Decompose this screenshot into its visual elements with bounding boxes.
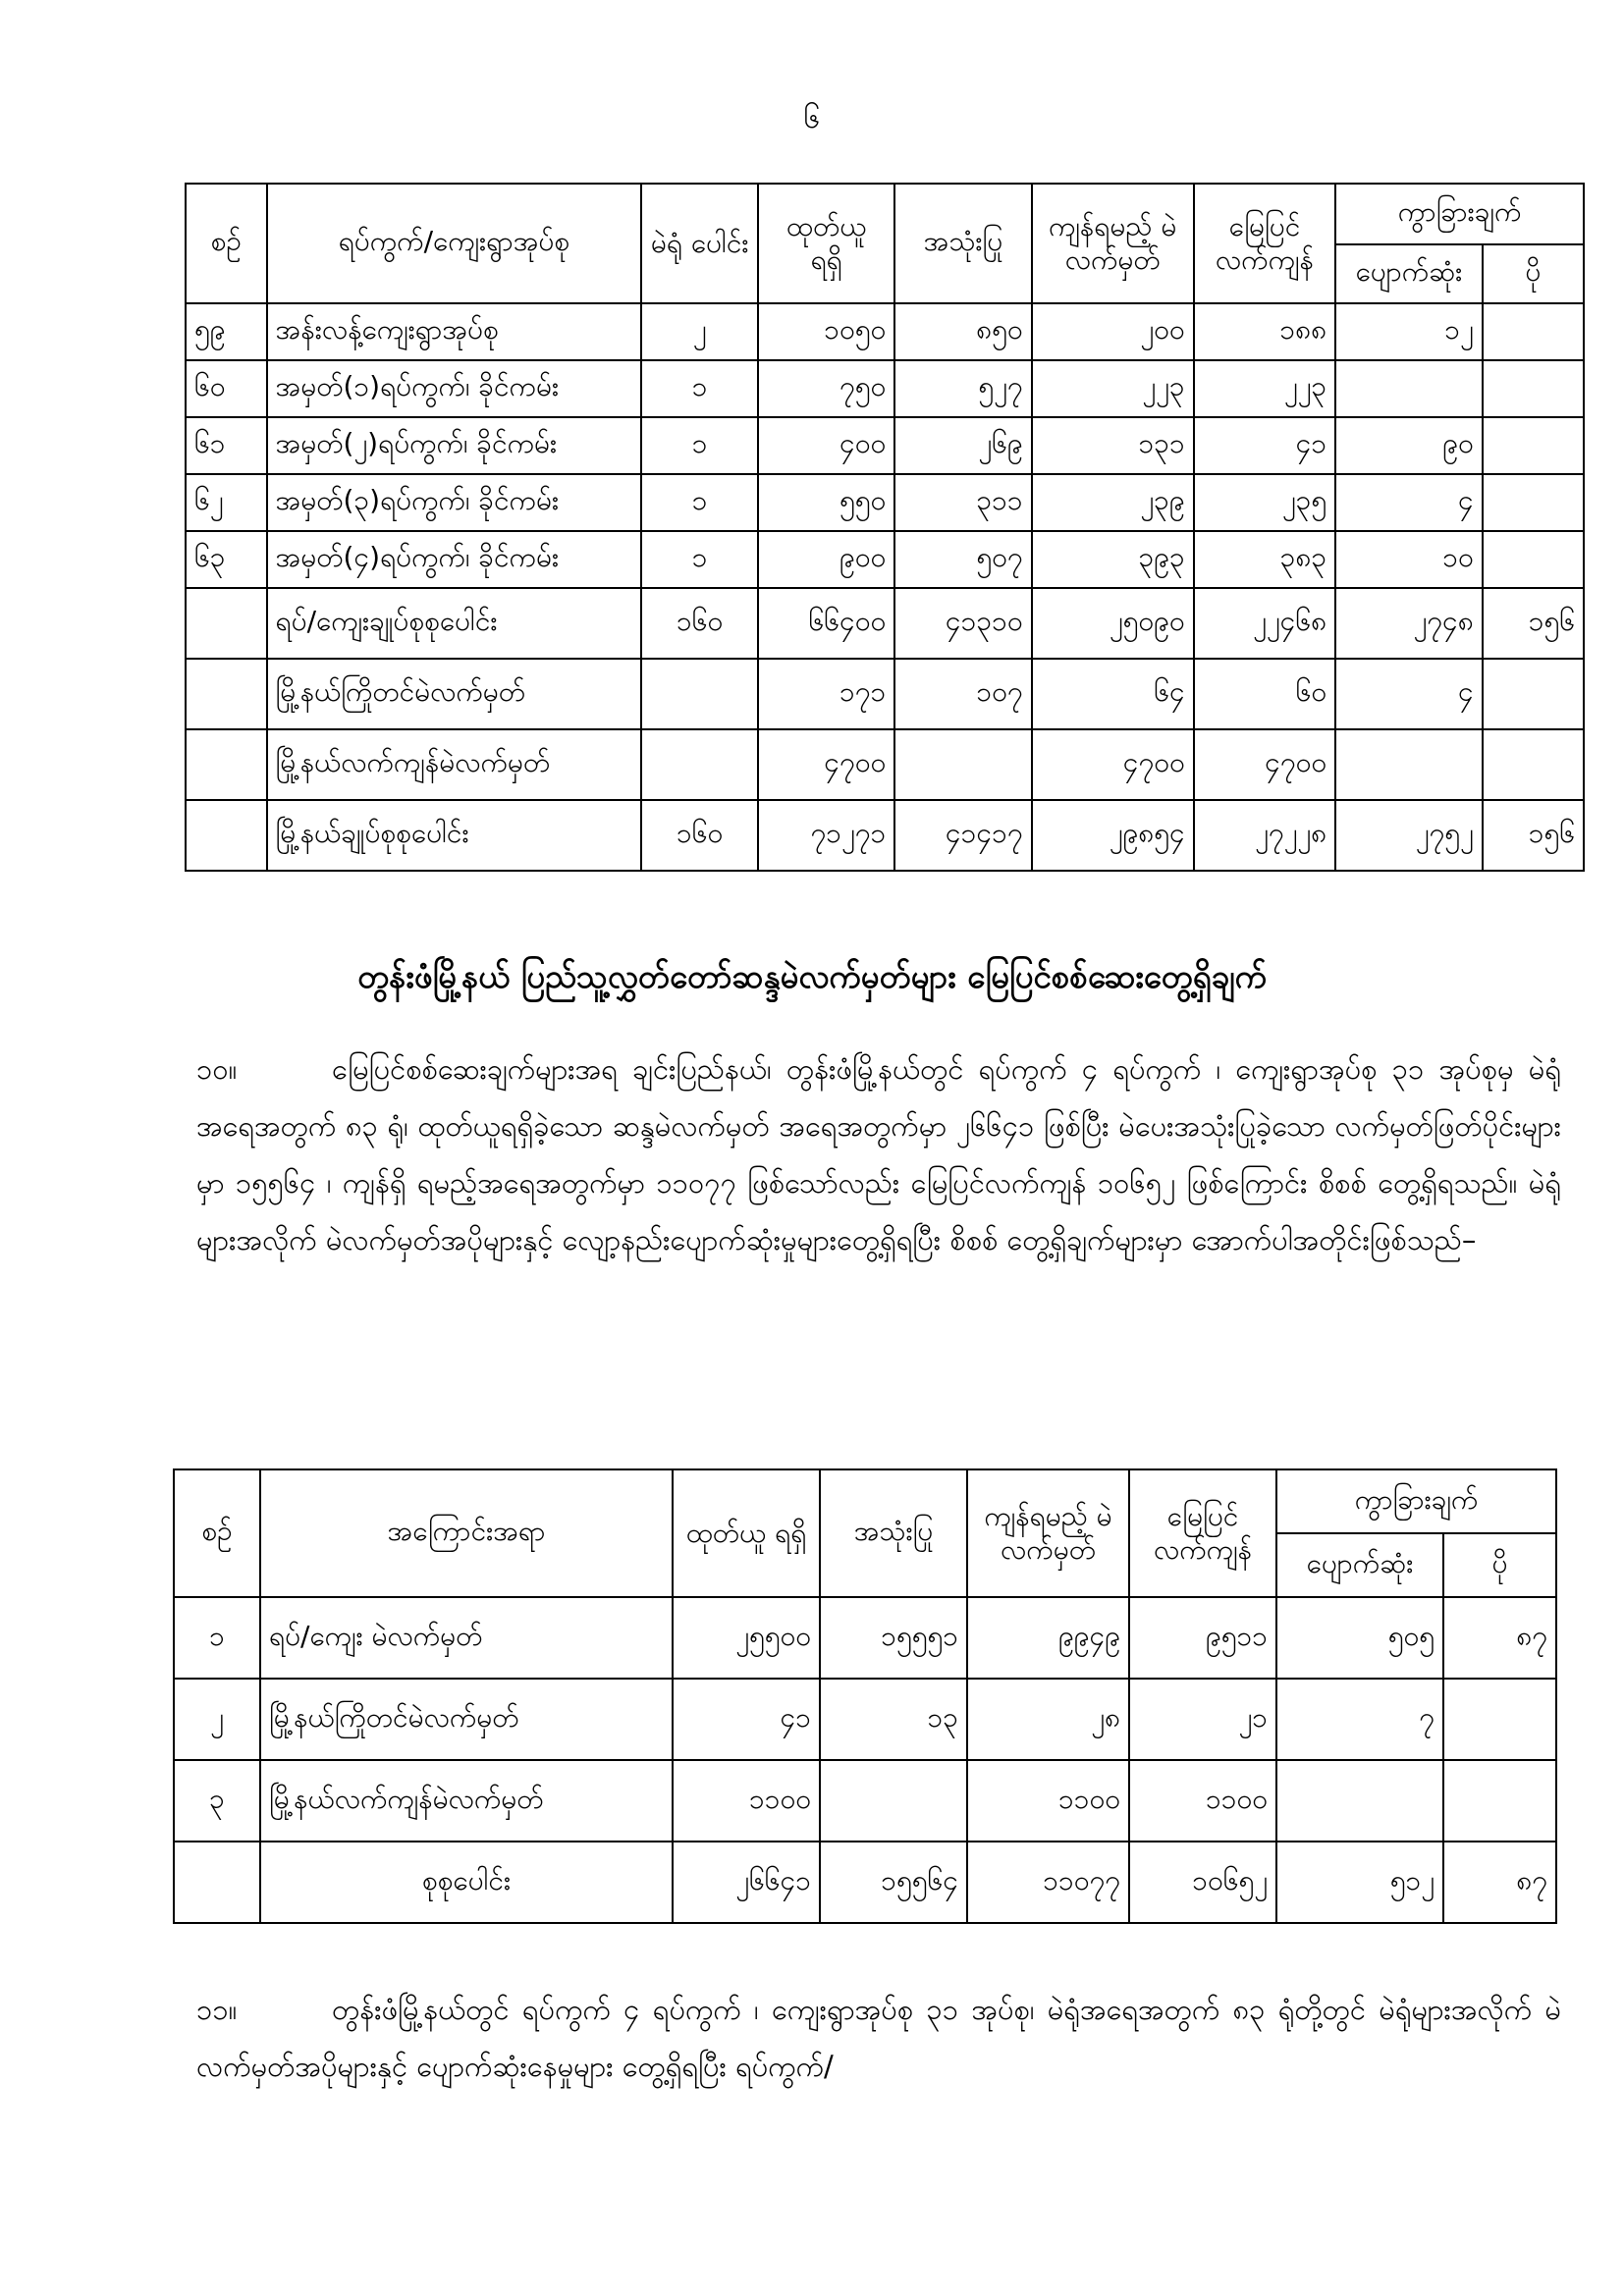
- cell-remaining: ၂၉၈၅၄: [1032, 800, 1194, 871]
- cell-actual: ၂၂၃: [1194, 360, 1335, 417]
- cell-name: ရပ်/ကျေးချုပ်စုစုပေါင်း: [267, 588, 642, 659]
- table-row: [186, 474, 1584, 531]
- cell-station: ၁၆၀: [641, 800, 758, 871]
- cell-excess: [1483, 303, 1584, 360]
- cell-name: အမှတ်(၄)ရပ်ကွက်၊ ခိုင်ကမ်း: [267, 531, 642, 588]
- cell-actual: ၆၀: [1194, 659, 1335, 729]
- cell-name: အမှတ်(၂)ရပ်ကွက်၊ ခိုင်ကမ်း: [267, 417, 642, 474]
- cell-remaining: ၄၇၀၀: [1032, 729, 1194, 800]
- cell-lost: ၁၂: [1335, 303, 1483, 360]
- cell-actual: ၄၇၀၀: [1194, 729, 1335, 800]
- cell-subject: စုစုပေါင်း: [260, 1842, 673, 1923]
- township-ballot-table: [185, 183, 1585, 872]
- cell-name: မြို့နယ်ကြိုတင်မဲလက်မှတ်: [267, 659, 642, 729]
- cell-remaining: ၂၂၃: [1032, 360, 1194, 417]
- cell-actual: ၂၃၅: [1194, 474, 1335, 531]
- cell-lost: ၉၀: [1335, 417, 1483, 474]
- cell-no: ၆၃: [186, 531, 267, 588]
- cell-received: ၉၀၀: [758, 531, 894, 588]
- cell-no: ၆၀: [186, 360, 267, 417]
- cell-no: ၂: [174, 1679, 260, 1760]
- header-diff: ကွာခြားချက်: [1276, 1469, 1556, 1533]
- cell-excess: ၈၇: [1443, 1842, 1556, 1923]
- cell-used: ၅၂၇: [894, 360, 1031, 417]
- cell-no: ၆၂: [186, 474, 267, 531]
- cell-excess: ၁၅၆: [1483, 588, 1584, 659]
- cell-actual: ၄၁: [1194, 417, 1335, 474]
- cell-excess: [1483, 531, 1584, 588]
- cell-actual: ၃၈၃: [1194, 531, 1335, 588]
- cell-name: အမှတ်(၃)ရပ်ကွက်၊ ခိုင်ကမ်း: [267, 474, 642, 531]
- header-actual: မြေပြင် လက်ကျန်: [1194, 184, 1335, 303]
- cell-lost: ၄: [1335, 474, 1483, 531]
- header-lost: ပျောက်ဆုံး: [1276, 1533, 1443, 1597]
- cell-lost: ၁၀: [1335, 531, 1483, 588]
- cell-used: ၁၀၇: [894, 659, 1031, 729]
- header-used: အသုံးပြု: [820, 1469, 967, 1597]
- cell-lost: [1335, 729, 1483, 800]
- cell-used: ၁၅၅၆၄: [820, 1842, 967, 1923]
- table-row: [174, 1597, 1556, 1679]
- grand-total-row: [186, 800, 1584, 871]
- cell-received: ၄၇၀၀: [758, 729, 894, 800]
- cell-excess: [1483, 729, 1584, 800]
- cell-excess: [1443, 1760, 1556, 1842]
- cell-station: [641, 729, 758, 800]
- cell-lost: ၇: [1276, 1679, 1443, 1760]
- cell-station: [641, 659, 758, 729]
- table-row: [174, 1679, 1556, 1760]
- cell-used: [894, 729, 1031, 800]
- cell-remaining: ၆၄: [1032, 659, 1194, 729]
- header-subject: အကြောင်းအရာ: [260, 1469, 673, 1597]
- cell-station: ၁: [641, 417, 758, 474]
- cell-remaining: ၉၉၄၉: [967, 1597, 1129, 1679]
- cell-actual: ၁၁၀၀: [1129, 1760, 1276, 1842]
- page-number: ၆: [803, 101, 821, 135]
- cell-station: ၂: [641, 303, 758, 360]
- cell-station: ၁: [641, 360, 758, 417]
- cell-remaining: ၁၃၁: [1032, 417, 1194, 474]
- cell-lost: ၅၁၂: [1276, 1842, 1443, 1923]
- cell-excess: [1483, 360, 1584, 417]
- cell-excess: [1483, 417, 1584, 474]
- cell-no: ၅၉: [186, 303, 267, 360]
- summary-ballot-table: [173, 1468, 1557, 1924]
- cell-used: ၄၁၄၁၇: [894, 800, 1031, 871]
- cell-excess: ၈၇: [1443, 1597, 1556, 1679]
- cell-received: ၁၇၁: [758, 659, 894, 729]
- cell-no: [186, 800, 267, 871]
- cell-name: အန်းလန့်ကျေးရွာအုပ်စု: [267, 303, 642, 360]
- cell-excess: [1483, 474, 1584, 531]
- cell-lost: ၄: [1335, 659, 1483, 729]
- cell-received: ၆၆၄၀၀: [758, 588, 894, 659]
- cell-actual: ၂၂၄၆၈: [1194, 588, 1335, 659]
- cell-lost: ၅၀၅: [1276, 1597, 1443, 1679]
- cell-remaining: ၁၁၀၇၇: [967, 1842, 1129, 1923]
- cell-received: ၂၆၆၄၁: [673, 1842, 820, 1923]
- cell-used: ၁၃: [820, 1679, 967, 1760]
- cell-used: [820, 1760, 967, 1842]
- table-row: [186, 360, 1584, 417]
- cell-lost: ၂၇၄၈: [1335, 588, 1483, 659]
- cell-excess: ၁၅၆: [1483, 800, 1584, 871]
- cell-lost: ၂၇၅၂: [1335, 800, 1483, 871]
- cell-used: ၂၆၉: [894, 417, 1031, 474]
- header-remaining: ကျန်ရမည့် မဲလက်မှတ်: [967, 1469, 1129, 1597]
- remaining-stock-row: [186, 729, 1584, 800]
- cell-actual: ၁၈၈: [1194, 303, 1335, 360]
- cell-remaining: ၂၈: [967, 1679, 1129, 1760]
- cell-excess: [1483, 659, 1584, 729]
- header-diff: ကွာခြားချက်: [1335, 184, 1584, 244]
- cell-received: ၄၀၀: [758, 417, 894, 474]
- cell-subject: ရပ်/ကျေး မဲလက်မှတ်: [260, 1597, 673, 1679]
- paragraph-number: ၁၀။: [196, 1052, 238, 1086]
- cell-subject: မြို့နယ်ကြိုတင်မဲလက်မှတ်: [260, 1679, 673, 1760]
- cell-received: ၁၀၅၀: [758, 303, 894, 360]
- paragraph-number: ၁၁။: [196, 1993, 238, 2026]
- cell-station: ၁: [641, 531, 758, 588]
- cell-used: ၁၅၅၅၁: [820, 1597, 967, 1679]
- cell-used: ၄၁၃၁၀: [894, 588, 1031, 659]
- header-used: အသုံးပြု: [894, 184, 1031, 303]
- cell-remaining: ၂၀၀: [1032, 303, 1194, 360]
- cell-no: ၆၁: [186, 417, 267, 474]
- cell-remaining: ၂၃၉: [1032, 474, 1194, 531]
- paragraph-11: [196, 1981, 1561, 2095]
- cell-lost: [1276, 1760, 1443, 1842]
- header-excess: ပို: [1443, 1533, 1556, 1597]
- cell-no: ၃: [174, 1760, 260, 1842]
- cell-no: [186, 729, 267, 800]
- cell-used: ၃၁၁: [894, 474, 1031, 531]
- cell-excess: [1443, 1679, 1556, 1760]
- table-row: [174, 1760, 1556, 1842]
- header-actual: မြေပြင် လက်ကျန်: [1129, 1469, 1276, 1597]
- header-name: ရပ်ကွက်/ကျေးရွာအုပ်စု: [267, 184, 642, 303]
- header-no: စဉ်: [174, 1469, 260, 1597]
- cell-used: ၅၀၇: [894, 531, 1031, 588]
- paragraph-text: တွန်းဖံမြို့နယ်တွင် ရပ်ကွက် ၄ ရပ်ကွက် ၊ ကျေးရွာအုပ်စု ၃၁ အုပ်စု၊ မဲရုံအရေအတွက် ၈၃ ရုံတို့တွင် မဲရုံများအလိုက် မဲလက်မှတ်အပိုများနှင့် ပျောက်ဆုံးနေမှုများ တွေ့ရှိရပြီး ရပ်ကွက်/: [196, 1993, 1561, 2083]
- cell-received: ၇၅၀: [758, 360, 894, 417]
- cell-actual: ၂၇၂၂၈: [1194, 800, 1335, 871]
- cell-no: [174, 1842, 260, 1923]
- cell-received: ၂၅၅၀၀: [673, 1597, 820, 1679]
- header-received: ထုတ်ယူ ရရှိ: [758, 184, 894, 303]
- cell-remaining: ၂၅၀၉၀: [1032, 588, 1194, 659]
- header-received: ထုတ်ယူ ရရှိ: [673, 1469, 820, 1597]
- table-row: [186, 417, 1584, 474]
- cell-no: ၁: [174, 1597, 260, 1679]
- paragraph-text: မြေပြင်စစ်ဆေးချက်များအရ ချင်းပြည်နယ်၊ တွန်းဖံမြို့နယ်တွင် ရပ်ကွက် ၄ ရပ်ကွက် ၊ ကျေးရွာအုပ်စု ၃၁ အုပ်စုမှ မဲရုံအရေအတွက် ၈၃ ရုံ၊ ထုတ်ယူရရှိခဲ့သော ဆန္ဒမဲလက်မှတ် အရေအတွက်မှာ ၂၆၆၄၁ ဖြစ်ပြီး မဲပေးအသုံးပြုခဲ့သော လက်မှတ်ဖြတ်ပိုင်းများမှာ ၁၅၅၆၄ ၊ ကျန်ရှိ ရမည့်အရေအတွက်မှာ ၁၁၀၇၇ ဖြစ်သော်လည်း မြေပြင်လက်ကျန် ၁၀၆၅၂ ဖြစ်ကြောင်း စိစစ် တွေ့ရှိရသည်။ မဲရုံများအလိုက် မဲလက်မှတ်အပိုများနှင့် လျော့နည်းပျောက်ဆုံးမှုများတွေ့ရှိရပြီး စိစစ် တွေ့ရှိချက်များမှာ အောက်ပါအတိုင်းဖြစ်သည်–: [196, 1052, 1561, 1256]
- header-no: စဉ်: [186, 184, 267, 303]
- cell-actual: ၉၅၁၁: [1129, 1597, 1276, 1679]
- header-station: မဲရုံ ပေါင်း: [641, 184, 758, 303]
- cell-received: ၄၁: [673, 1679, 820, 1760]
- cell-remaining: ၃၉၃: [1032, 531, 1194, 588]
- cell-actual: ၁၀၆၅၂: [1129, 1842, 1276, 1923]
- section-heading: တွန်းဖံမြို့နယ် ပြည်သူ့လွှတ်တော်ဆန္ဒမဲလက်မှတ်များ မြေပြင်စစ်ဆေးတွေ့ရှိချက်: [357, 957, 1267, 995]
- cell-lost: [1335, 360, 1483, 417]
- subtotal-row: [186, 588, 1584, 659]
- paragraph-10: [196, 1041, 1561, 1268]
- advance-vote-row: [186, 659, 1584, 729]
- cell-remaining: ၁၁၀၀: [967, 1760, 1129, 1842]
- cell-name: အမှတ်(၁)ရပ်ကွက်၊ ခိုင်ကမ်း: [267, 360, 642, 417]
- cell-received: ၅၅၀: [758, 474, 894, 531]
- table-row: [186, 531, 1584, 588]
- cell-subject: မြို့နယ်လက်ကျန်မဲလက်မှတ်: [260, 1760, 673, 1842]
- cell-name: မြို့နယ်ချုပ်စုစုပေါင်း: [267, 800, 642, 871]
- cell-received: ၁၁၀၀: [673, 1760, 820, 1842]
- cell-no: [186, 659, 267, 729]
- header-lost: ပျောက်ဆုံး: [1335, 244, 1483, 303]
- cell-station: ၁: [641, 474, 758, 531]
- header-excess: ပို: [1483, 244, 1584, 303]
- cell-station: ၁၆၀: [641, 588, 758, 659]
- cell-used: ၈၅၀: [894, 303, 1031, 360]
- cell-no: [186, 588, 267, 659]
- cell-actual: ၂၁: [1129, 1679, 1276, 1760]
- table-row: [186, 303, 1584, 360]
- header-remaining: ကျန်ရမည့် မဲလက်မှတ်: [1032, 184, 1194, 303]
- cell-received: ၇၁၂၇၁: [758, 800, 894, 871]
- total-row: [174, 1842, 1556, 1923]
- cell-name: မြို့နယ်လက်ကျန်မဲလက်မှတ်: [267, 729, 642, 800]
